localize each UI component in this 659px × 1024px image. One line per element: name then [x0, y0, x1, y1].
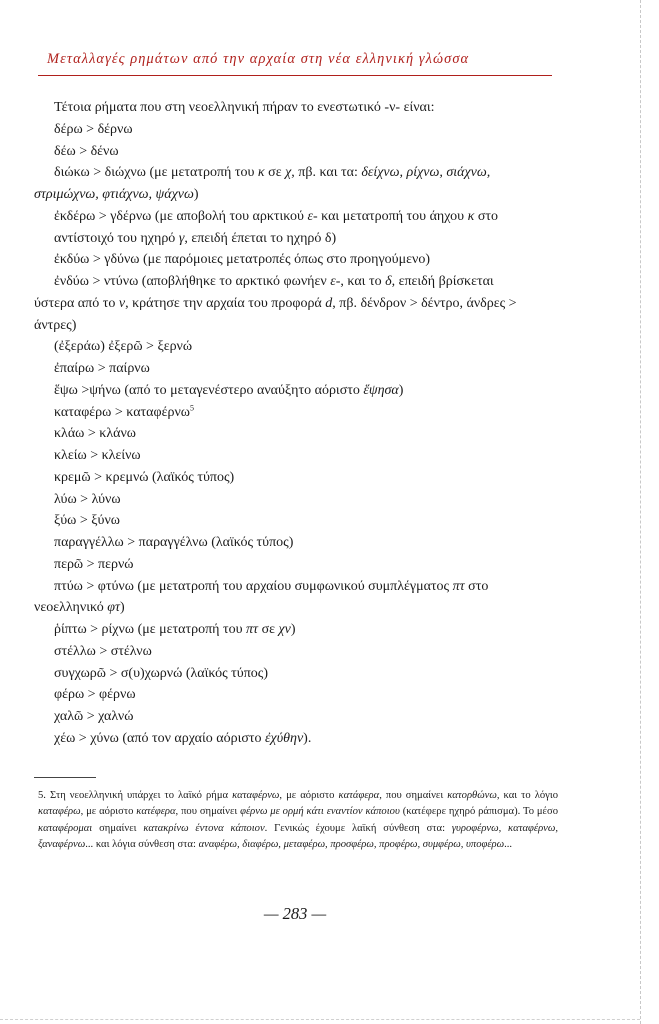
- text-run: , πβ. και τα:: [291, 165, 362, 181]
- text-run: ): [193, 187, 199, 202]
- footnote-number: 5.: [38, 790, 46, 801]
- text-run: , και το λόγιο: [496, 790, 559, 801]
- text-run: ἕψω >ψήνω (από το μεταγενέστερο αναύξητο αόριστο: [54, 382, 364, 398]
- text-run: σε: [264, 165, 286, 181]
- text-run: , επειδή βρίσκεται: [391, 274, 494, 289]
- running-head: Μεταλλαγές ρημάτων από την αρχαία στη νέα ελληνική γλώσσα: [47, 51, 470, 67]
- text-run: και μετατροπή του άηχου: [317, 208, 468, 224]
- text-run: κ: [467, 208, 475, 224]
- text-run: διώκω > διώχνω (με μετατροπή του: [54, 165, 258, 181]
- text-run: ε-: [330, 274, 341, 289]
- text-run: φέρνω με ορμή κάτι εναντίον κάποιου: [240, 806, 400, 818]
- text-run: καταφέρομαι: [38, 822, 93, 834]
- verb-line: κλείω > κλείνω: [54, 448, 141, 463]
- text-run: δ: [385, 274, 392, 289]
- verb-line: [34, 402, 558, 424]
- text-run: , που σημαίνει: [379, 790, 448, 801]
- verb-line: περῶ > περνώ: [54, 556, 134, 572]
- text-run: χν: [278, 622, 291, 637]
- text-run: , με αόριστο: [80, 806, 137, 818]
- text-run: δείχνω, ρίχνω, σιάχνω,: [361, 165, 491, 181]
- page-edge: [640, 0, 641, 1024]
- text-run: ...: [504, 839, 513, 851]
- text-run: ύστερα από το: [34, 295, 119, 311]
- text-run: στο: [464, 578, 489, 594]
- text-run: πτύω > φτύνω (με μετατροπή του αρχαίου συμφωνικού συμπλέγματος: [54, 578, 453, 594]
- text-run: ).: [303, 730, 312, 746]
- verb-line: [34, 271, 558, 293]
- verb-line: λύω > λύνω: [54, 491, 121, 507]
- text-run: , κράτησε την αρχαία του προφορά: [125, 295, 326, 311]
- text-run: νεοελληνικό: [34, 600, 108, 616]
- text-run: σε: [258, 622, 279, 637]
- text-run: φτ: [107, 600, 120, 616]
- text-run: ... και λόγια σύνθεση στα:: [85, 839, 199, 851]
- text-run: ν: [118, 295, 126, 311]
- text-run: πτ: [452, 578, 465, 594]
- verb-line: κρεμῶ > κρεμνώ (λαϊκός τύπος): [54, 469, 235, 485]
- text-run: στο: [474, 208, 499, 224]
- footnote-rule: [34, 777, 96, 778]
- text-run: , πβ. δένδρον > δέντρο, άνδρες >: [332, 295, 517, 311]
- text-run: γ: [178, 230, 185, 246]
- verb-line: [34, 380, 558, 402]
- text-run: , και το: [340, 274, 386, 289]
- header-rule: [38, 75, 552, 76]
- verb-line: (ἐξεράω) ἐξερῶ > ξερνώ: [54, 339, 193, 355]
- verb-line-continued: [34, 228, 558, 250]
- text-run: , επειδή έπεται το ηχηρό δ): [184, 230, 337, 246]
- verb-line: ξύω > ξύνω: [54, 513, 121, 529]
- main-text: [34, 97, 558, 750]
- text-run: χ: [285, 165, 292, 181]
- text-run: ε-: [307, 208, 318, 224]
- text-run: κατακρίνω έντονα κάποιον: [143, 822, 265, 834]
- footnote-reference[interactable]: 5: [190, 402, 195, 412]
- verb-line: δέρω > δέρνω: [54, 121, 133, 137]
- text-run: κατέφερα: [136, 806, 176, 818]
- verb-line: κλάω > κλάνω: [54, 426, 137, 442]
- text-run: . Γενικώς έχουμε λαϊκή σύνθεση στα:: [264, 822, 452, 834]
- page-bottom-edge: [0, 1019, 640, 1020]
- verb-line: ἐπαίρω > παίρνω: [54, 361, 150, 376]
- verb-line: στέλλω > στέλνω: [54, 643, 152, 659]
- verb-line: χαλῶ > χαλνώ: [54, 709, 134, 724]
- text-run: , που σημαίνει: [175, 806, 241, 818]
- verb-line: ἐκδύω > γδύνω (με παρόμοιες μετατροπές όπως στο προηγούμενο): [54, 252, 430, 268]
- footnote-text: [34, 788, 558, 854]
- text-run: (κατέφερε ηχηρό ράπισμα). Το μέσο: [399, 806, 558, 818]
- text-run: Στη νεοελληνική υπάρχει το λαϊκό ρήμα: [45, 790, 233, 801]
- text-run: καταφέρω: [38, 806, 81, 818]
- verb-line-continued: άντρες): [34, 317, 77, 333]
- text-run: ῥίπτω > ρίχνω (με μετατροπή του: [54, 622, 247, 637]
- text-run: πτ: [246, 622, 259, 637]
- verb-line-continued: [34, 293, 558, 315]
- footnote: [34, 788, 558, 854]
- verb-line: συγχωρῶ > σ(υ)χωρνώ (λαϊκός τύπος): [54, 665, 269, 681]
- text-run: αναφέρω, διαφέρω, μεταφέρω, προσφέρω, προφέρω, συμφέρω, υποφέρω: [198, 839, 505, 851]
- text-run: ): [398, 382, 404, 398]
- text-run: καταφέρω > καταφέρνω: [54, 404, 191, 420]
- verb-line: φέρω > φέρνω: [54, 687, 136, 703]
- intro-line: Τέτοια ρήματα που στη νεοελληνική πήραν το ενεστωτικό -ν- είναι:: [54, 100, 435, 115]
- page-number: — 283 —: [263, 904, 327, 923]
- text-run: , με αόριστο: [279, 790, 339, 801]
- text-run: χέω > χύνω (από τον αρχαίο αόριστο: [54, 730, 266, 746]
- verb-line: [34, 576, 558, 598]
- verb-line: παραγγέλλω > παραγγέλνω (λαϊκός τύπος): [54, 535, 294, 550]
- text-run: αντίστοιχό του ηχηρό: [54, 230, 179, 246]
- verb-line-continued: [34, 597, 558, 619]
- text-run: στριμώχνω, φτιάχνω, ψάχνω: [34, 187, 194, 202]
- verb-line: [34, 206, 558, 228]
- text-run: καταφέρνω: [232, 790, 280, 801]
- text-run: ἐχύθην: [265, 730, 304, 746]
- text-run: ἐκδέρω > γδέρνω (με αποβολή του αρκτικού: [54, 208, 308, 224]
- text-run: ): [290, 622, 296, 637]
- text-run: ): [119, 600, 125, 616]
- verb-line: [34, 619, 558, 641]
- text-run: κατορθώνω: [447, 790, 497, 801]
- text-run: κατάφερα: [338, 790, 380, 801]
- text-run: σημαίνει: [92, 822, 144, 834]
- verb-line-continued: [34, 184, 558, 206]
- text-run: κ: [257, 165, 265, 181]
- text-run: ἕψησα: [363, 382, 399, 398]
- text-run: d: [325, 295, 333, 311]
- verb-line: δέω > δένω: [54, 143, 119, 159]
- verb-line: [34, 728, 558, 750]
- text-run: γυροφέρνω, καταφέρνω, ξαναφέρνω: [38, 822, 558, 851]
- verb-line: [34, 162, 558, 184]
- text-run: ἐνδύω > ντύνω (αποβλήθηκε το αρκτικό φωνήεν: [54, 274, 331, 289]
